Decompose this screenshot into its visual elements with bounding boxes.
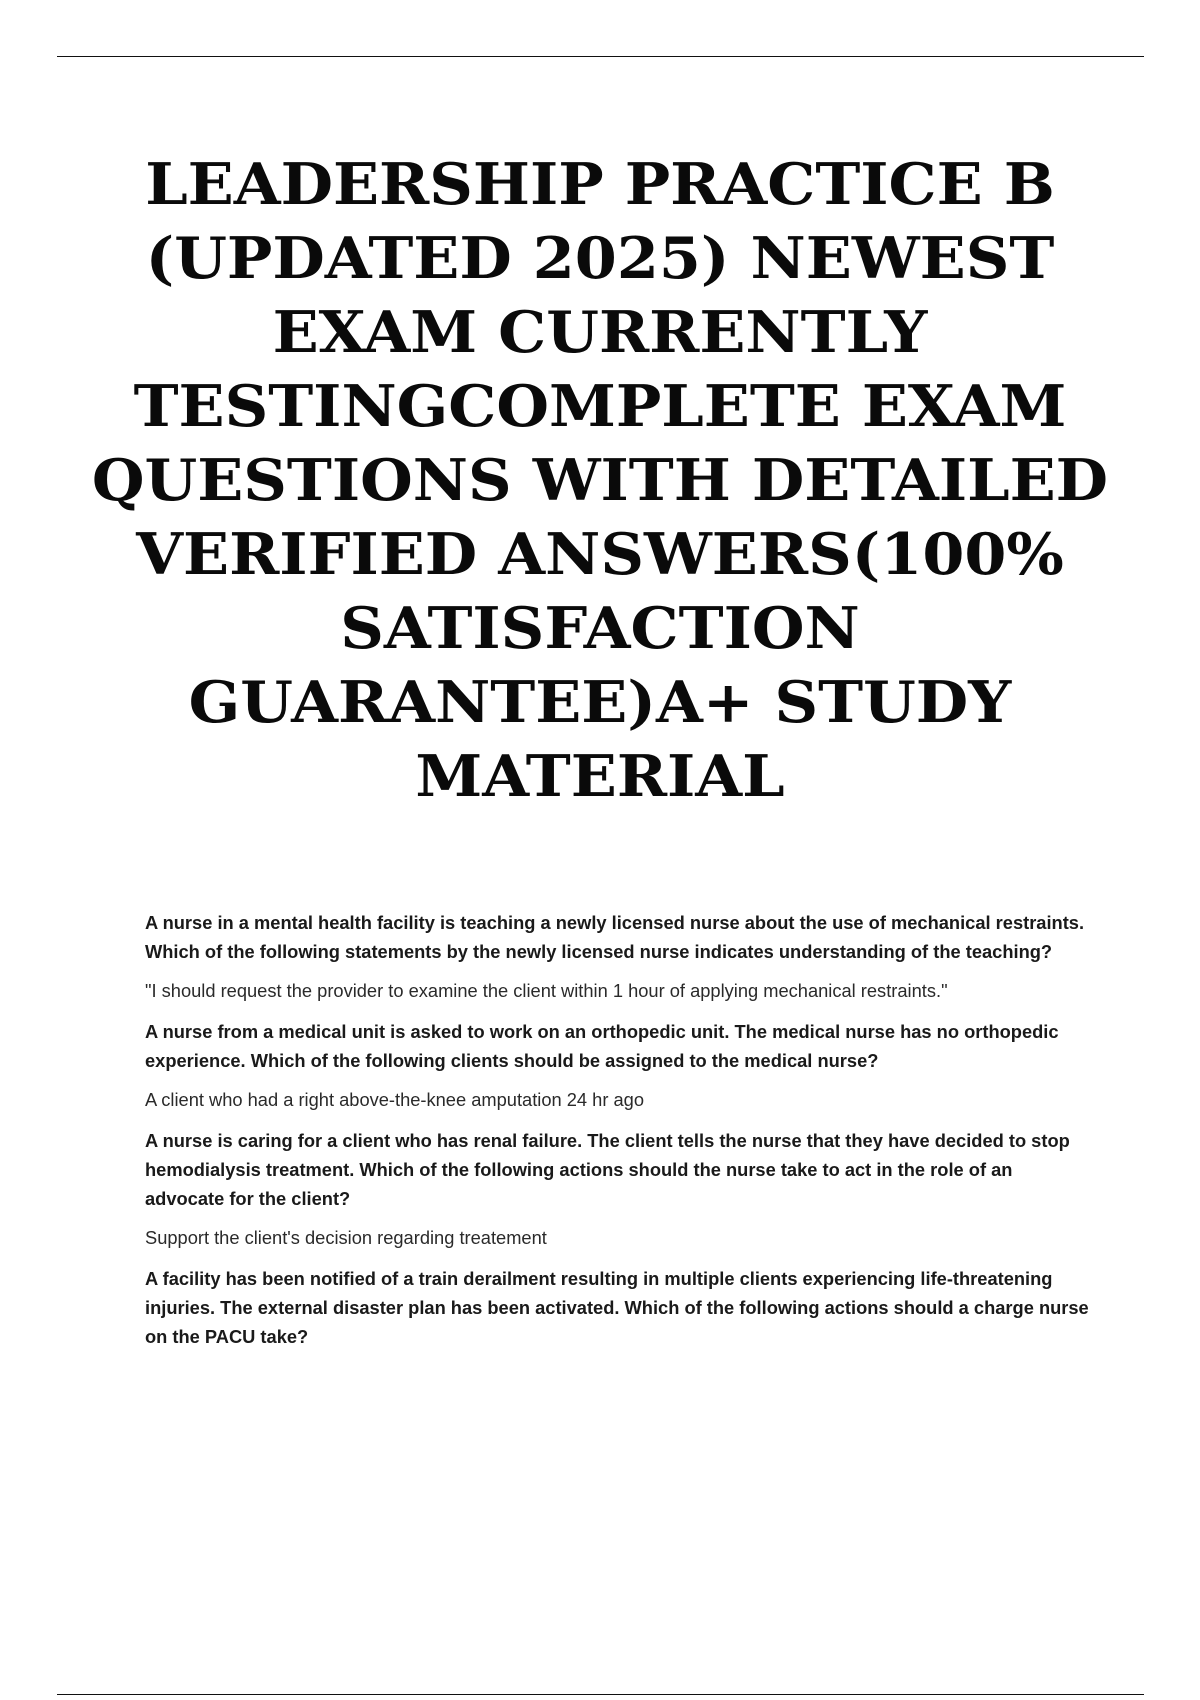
answer-2: A client who had a right above-the-knee amputation 24 hr ago (145, 1089, 645, 1110)
bottom-divider (57, 1694, 1144, 1695)
question-2: A nurse from a medical unit is asked to work on an orthopedic unit. The medical nurse has no orthopedic experience. Which of the following clients should be assigned to the medical nurse? (145, 1021, 1059, 1071)
question-4: A facility has been notified of a train derailment resulting in multiple clients experiencing life-threatening injuries. The external disaster plan has been activated. Which of the following actions should a charge nurse on the PACU take? (145, 1268, 1089, 1347)
question-1: A nurse in a mental health facility is teaching a newly licensed nurse about the use of mechanical restraints. Which of the following statements by the newly licensed nurse indicates understanding of the teaching? (145, 912, 1085, 962)
answer-1: "I should request the provider to examine the client within 1 hour of applying mechanical restraints." (145, 980, 948, 1001)
question-answer-list (145, 908, 1095, 1351)
answer-3: Support the client's decision regarding treatement (145, 1227, 547, 1248)
top-divider (57, 56, 1144, 57)
document-title: LEADERSHIP PRACTICE B (UPDATED 2025) NEWEST EXAM CURRENTLY TESTINGCOMPLETE EXAM QUESTIONS WITH DETAILED VERIFIED ANSWERS(100% SATISFACTION GUARANTEE)A+ STUDY MATERIAL (91, 151, 1109, 810)
question-3: A nurse is caring for a client who has renal failure. The client tells the nurse that they have decided to stop hemodialysis treatment. Which of the following actions should the nurse take to act in the role of an advocate for the client? (145, 1130, 1070, 1209)
